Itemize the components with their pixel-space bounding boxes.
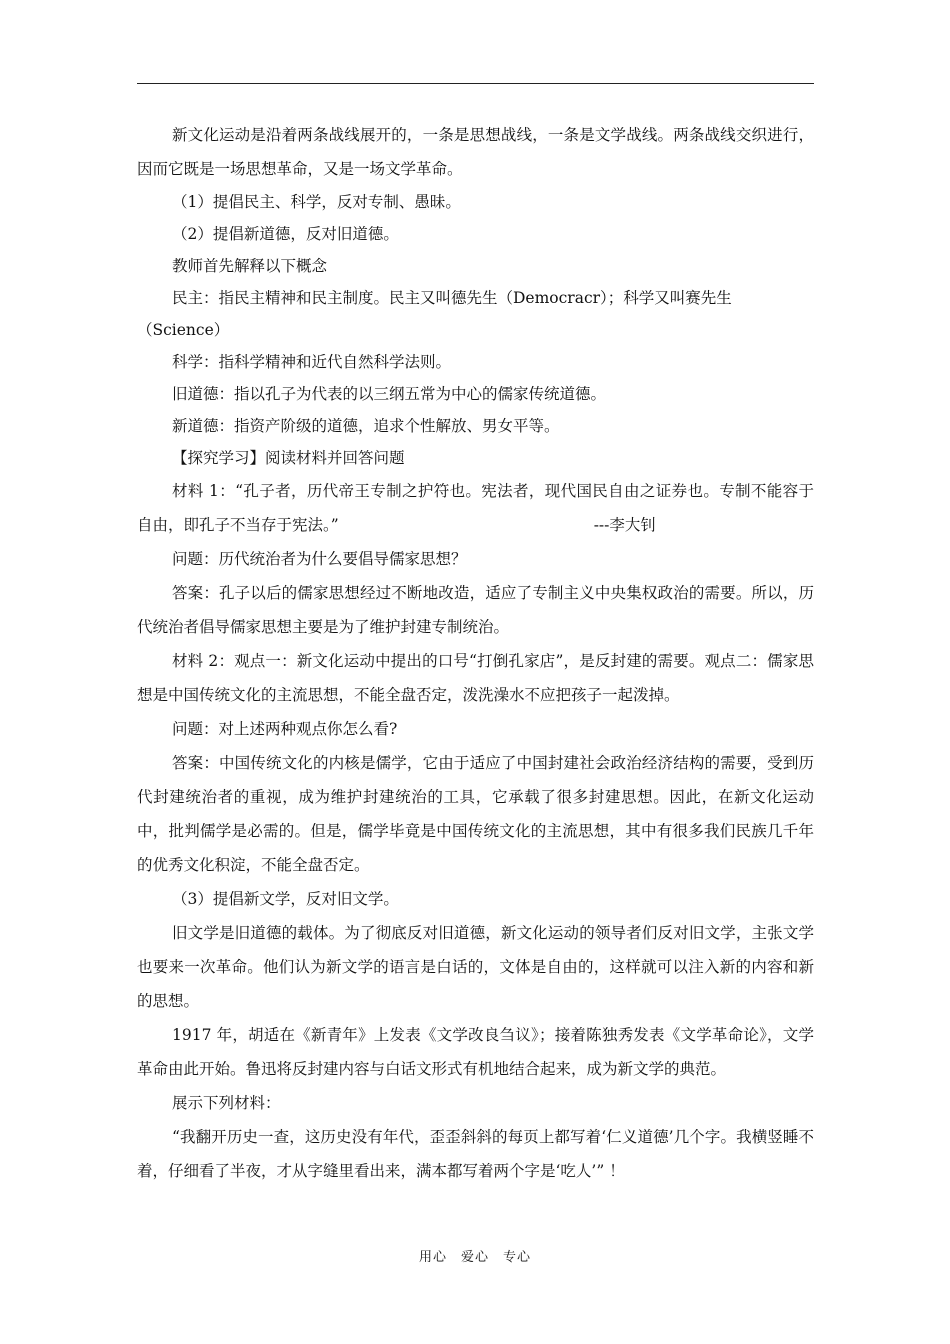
paragraph-intro: 新文化运动是沿着两条战线展开的，一条是思想战线，一条是文学战线。两条战线交织进行，因而它既是一场思想革命，又是一场文学革命。 <box>137 126 814 178</box>
paragraph-point-1: （1）提倡民主、科学，反对专制、愚昧。 <box>172 193 461 211</box>
paragraph-teacher-note: 教师首先解释以下概念 <box>172 257 328 275</box>
paragraph-science-definition: 科学：指科学精神和近代自然科学法则。 <box>172 353 452 371</box>
paragraph-question-1: 问题：历代统治者为什么要倡导儒家思想？ <box>172 550 467 568</box>
paragraph-material-2: 材料 2：观点一：新文化运动中提出的口号“打倒孔家店”，是反封建的需要。观点二：儒家思想是中国传统文化的主流思想，不能全盘否定，泼洗澡水不应把孩子一起泼掉。 <box>137 652 814 704</box>
document-body <box>137 118 814 1188</box>
paragraph-quote: “我翻开历史一查，这历史没有年代，歪歪斜斜的每页上都写着‘仁义道德’几个字。我横竖睡不着，仔细看了半夜，才从字缝里看出来，满本都写着两个字是‘吃人’” ！ <box>137 1128 814 1180</box>
paragraph-show-material: 展示下列材料： <box>172 1094 281 1112</box>
page-footer: 用心 爱心 专心 <box>418 1250 531 1265</box>
paragraph-answer-2: 答案：中国传统文化的内核是儒学，它由于适应了中国封建社会政治经济结构的需要，受到历代封建统治者的重视，成为维护封建统治的工具，它承载了很多封建思想。因此，在新文化运动中，批判儒学是必需的。但是，儒学毕竟是中国传统文化的主流思想，其中有很多我们民族几千年的优秀文化积淀，不能全盘否定。 <box>137 754 814 874</box>
paragraph-old-morality: 旧道德：指以孔子为代表的以三纲五常为中心的儒家传统道德。 <box>172 385 607 403</box>
paragraph-democracy-definition: 民主：指民主精神和民主制度。民主又叫德先生（Democracr）；科学又叫赛先生（Science） <box>137 289 732 339</box>
paragraph-inquiry-heading: 【探究学习】阅读材料并回答问题 <box>172 449 405 467</box>
header-rule <box>137 83 814 84</box>
material-1-attribution: ---李大钊 <box>593 516 656 534</box>
paragraph-answer-1: 答案：孔子以后的儒家思想经过不断地改造，适应了专制主义中央集权政治的需要。所以，历代统治者倡导儒家思想主要是为了维护封建专制统治。 <box>137 584 814 636</box>
paragraph-literary-revolution: 1917 年，胡适在《新青年》上发表《文学改良刍议》；接着陈独秀发表《文学革命论》，文学革命由此开始。鲁迅将反封建内容与白话文形式有机地结合起来，成为新文学的典范。 <box>137 1026 814 1078</box>
material-1-text: 材料 1：“孔子者，历代帝王专制之护符也。宪法者，现代国民自由之证券也。专制不能容于自由，即孔子不当存于宪法。” <box>137 482 814 534</box>
paragraph-point-2: （2）提倡新道德，反对旧道德。 <box>172 225 399 243</box>
paragraph-new-morality: 新道德：指资产阶级的道德，追求个性解放、男女平等。 <box>172 417 560 435</box>
paragraph-material-1 <box>137 474 814 542</box>
paragraph-question-2: 问题：对上述两种观点你怎么看? <box>172 720 398 738</box>
paragraph-old-literature: 旧文学是旧道德的载体。为了彻底反对旧道德，新文化运动的领导者们反对旧文学，主张文学也要来一次革命。他们认为新文学的语言是白话的，文体是自由的，这样就可以注入新的内容和新的思想。 <box>137 924 814 1010</box>
paragraph-point-3: （3）提倡新文学，反对旧文学。 <box>172 890 399 908</box>
